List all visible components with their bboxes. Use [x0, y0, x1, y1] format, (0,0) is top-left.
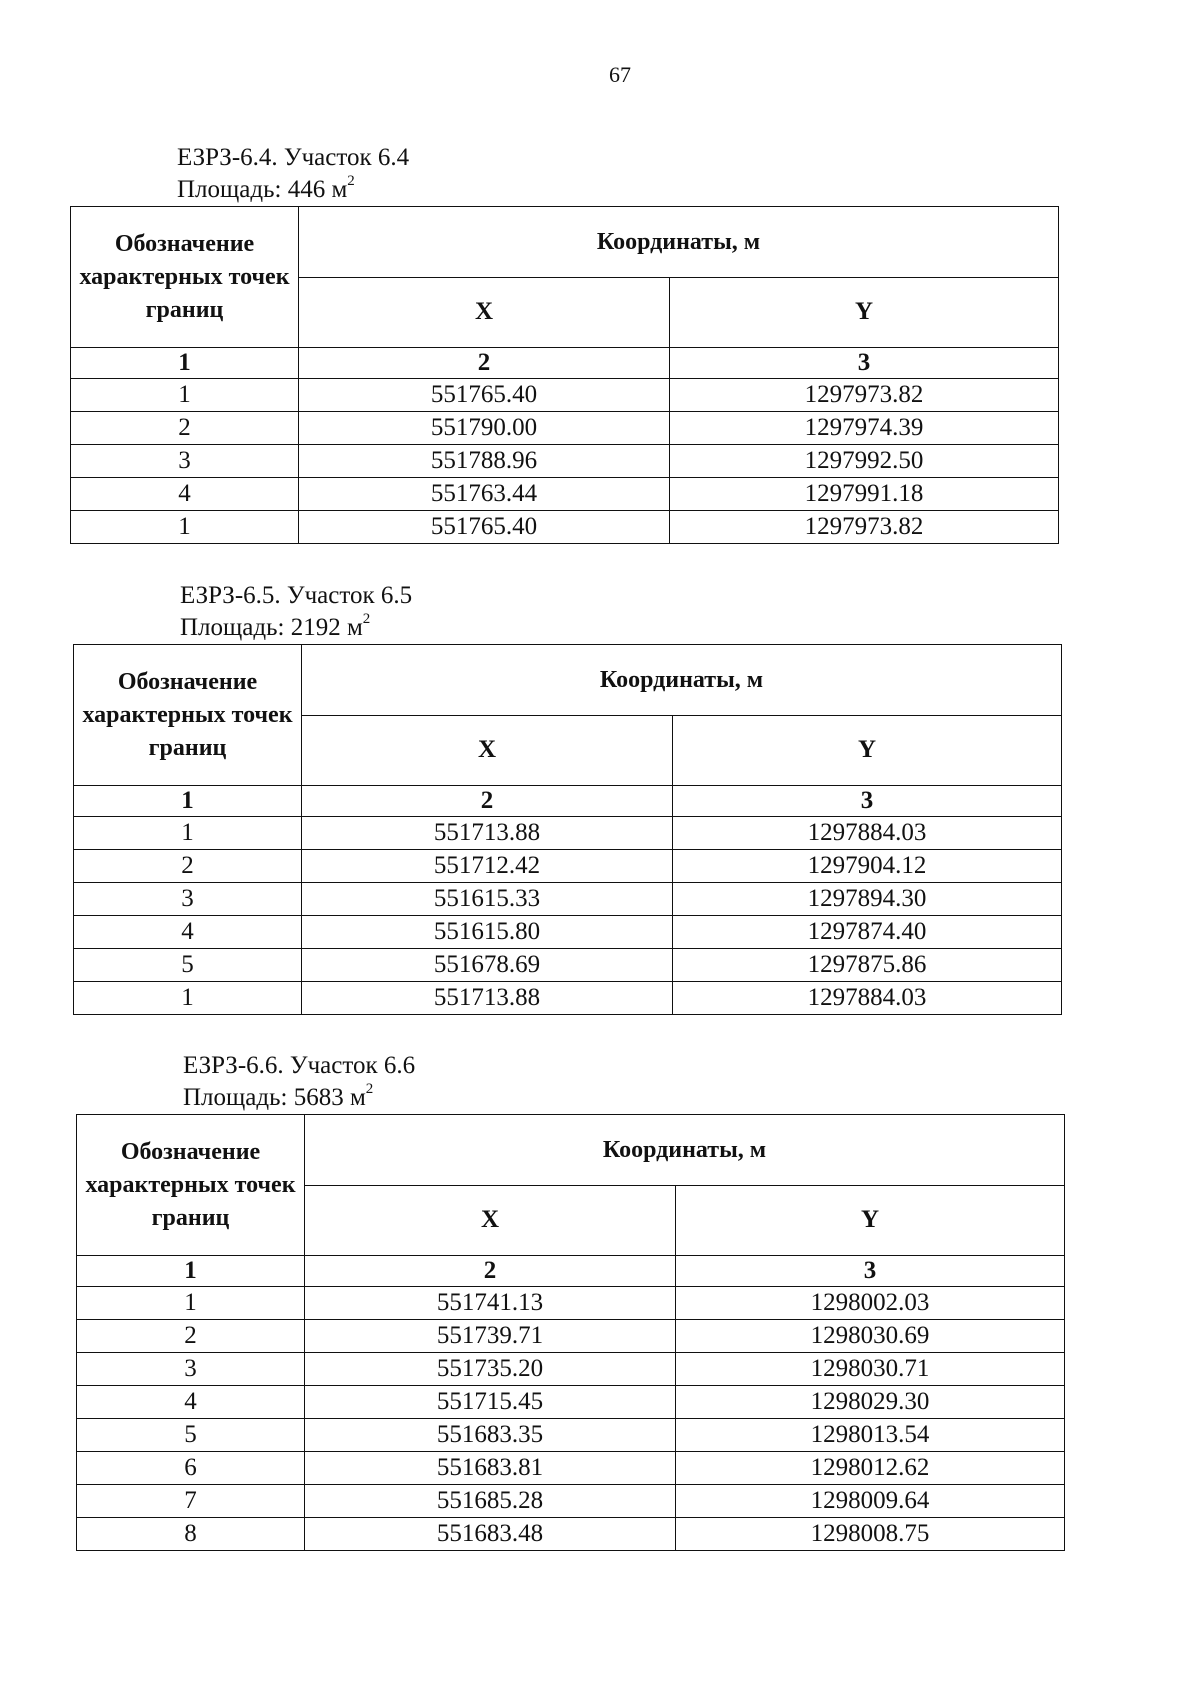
- cell-y: 1297992.50: [670, 445, 1059, 478]
- cell-y: 1298030.69: [676, 1320, 1065, 1353]
- cell-x: 551712.42: [302, 850, 673, 883]
- cell-point: 1: [74, 982, 302, 1015]
- cell-x: 551678.69: [302, 949, 673, 982]
- section-plot-6-4: [70, 142, 1059, 544]
- cell-y: 1297973.82: [670, 511, 1059, 544]
- cell-x: 551713.88: [302, 982, 673, 1015]
- cell-y: 1298012.62: [676, 1452, 1065, 1485]
- area-unit-superscript: 2: [362, 611, 371, 627]
- cell-y: 1297875.86: [673, 949, 1062, 982]
- cell-y: 1297904.12: [673, 850, 1062, 883]
- table-row: [77, 1518, 1065, 1551]
- column-number-2: 2: [299, 348, 670, 379]
- cell-point: 2: [74, 850, 302, 883]
- header-x: X: [299, 277, 670, 348]
- table-row: [74, 949, 1062, 982]
- cell-point: 6: [77, 1452, 305, 1485]
- table-row: [77, 1386, 1065, 1419]
- page-number: 67: [609, 62, 631, 87]
- cell-point: 4: [77, 1386, 305, 1419]
- table-row: [71, 379, 1059, 412]
- area-label: Площадь: 5683 м: [183, 1084, 366, 1111]
- cell-point: 4: [74, 916, 302, 949]
- cell-y: 1298009.64: [676, 1485, 1065, 1518]
- cell-point: 1: [74, 817, 302, 850]
- column-number-3: 3: [670, 348, 1059, 379]
- cell-point: 2: [77, 1320, 305, 1353]
- header-designation: Обозначение характерных точек границ: [74, 645, 302, 786]
- coordinates-table: [70, 206, 1059, 544]
- table-row: [77, 1452, 1065, 1485]
- header-coordinates: Координаты, м: [302, 645, 1062, 716]
- cell-point: 1: [71, 379, 299, 412]
- table-row: [74, 850, 1062, 883]
- section-title: ЕЗРЗ-6.5. Участок 6.5: [180, 582, 413, 609]
- cell-point: 8: [77, 1518, 305, 1551]
- header-coordinates: Координаты, м: [299, 207, 1059, 278]
- cell-y: 1298029.30: [676, 1386, 1065, 1419]
- cell-y: 1297884.03: [673, 817, 1062, 850]
- table-row: [71, 445, 1059, 478]
- table-row: [77, 1419, 1065, 1452]
- cell-point: 2: [71, 412, 299, 445]
- cell-y: 1297874.40: [673, 916, 1062, 949]
- cell-point: 1: [71, 511, 299, 544]
- cell-x: 551715.45: [305, 1386, 676, 1419]
- table-row: [77, 1287, 1065, 1320]
- section-plot-6-6: [76, 1050, 1065, 1551]
- cell-point: 1: [77, 1287, 305, 1320]
- cell-point: 3: [77, 1353, 305, 1386]
- cell-x: 551683.48: [305, 1518, 676, 1551]
- table-row: [71, 511, 1059, 544]
- table-row: [71, 412, 1059, 445]
- header-x: X: [305, 1185, 676, 1256]
- cell-point: 5: [77, 1419, 305, 1452]
- header-y: Y: [676, 1185, 1065, 1256]
- coordinates-table: [73, 644, 1062, 1015]
- cell-x: 551735.20: [305, 1353, 676, 1386]
- header-designation: Обозначение характерных точек границ: [77, 1115, 305, 1256]
- table-row: [77, 1320, 1065, 1353]
- cell-x: 551790.00: [299, 412, 670, 445]
- cell-y: 1297884.03: [673, 982, 1062, 1015]
- header-coordinates: Координаты, м: [305, 1115, 1065, 1186]
- section-area: [73, 612, 1062, 644]
- column-number-1: 1: [71, 348, 299, 379]
- header-x: X: [302, 715, 673, 786]
- section-title: ЕЗРЗ-6.6. Участок 6.6: [183, 1052, 416, 1079]
- area-unit-superscript: 2: [365, 1081, 374, 1097]
- cell-x: 551741.13: [305, 1287, 676, 1320]
- cell-x: 551683.81: [305, 1452, 676, 1485]
- cell-x: 551615.80: [302, 916, 673, 949]
- section-area: [70, 174, 1059, 206]
- column-number-3: 3: [676, 1256, 1065, 1287]
- coordinates-table: [76, 1114, 1065, 1551]
- table-row: [74, 883, 1062, 916]
- cell-point: 4: [71, 478, 299, 511]
- table-row: [77, 1485, 1065, 1518]
- cell-x: 551615.33: [302, 883, 673, 916]
- cell-x: 551765.40: [299, 379, 670, 412]
- header-y: Y: [673, 715, 1062, 786]
- cell-point: 3: [74, 883, 302, 916]
- column-number-1: 1: [77, 1256, 305, 1287]
- cell-x: 551763.44: [299, 478, 670, 511]
- area-label: Площадь: 2192 м: [180, 614, 363, 641]
- cell-y: 1297991.18: [670, 478, 1059, 511]
- cell-x: 551765.40: [299, 511, 670, 544]
- section-area: [76, 1082, 1065, 1114]
- cell-x: 551739.71: [305, 1320, 676, 1353]
- section-plot-6-5: [73, 580, 1062, 1015]
- cell-x: 551683.35: [305, 1419, 676, 1452]
- cell-point: 5: [74, 949, 302, 982]
- column-number-2: 2: [305, 1256, 676, 1287]
- cell-y: 1297974.39: [670, 412, 1059, 445]
- area-unit-superscript: 2: [347, 173, 355, 189]
- header-y: Y: [670, 277, 1059, 348]
- cell-y: 1297894.30: [673, 883, 1062, 916]
- table-row: [74, 916, 1062, 949]
- cell-point: 3: [71, 445, 299, 478]
- table-row: [71, 478, 1059, 511]
- table-row: [74, 817, 1062, 850]
- cell-x: 551713.88: [302, 817, 673, 850]
- cell-y: 1298030.71: [676, 1353, 1065, 1386]
- cell-x: 551788.96: [299, 445, 670, 478]
- area-label: Площадь: 446 м: [177, 176, 348, 203]
- column-number-3: 3: [673, 786, 1062, 817]
- table-row: [77, 1353, 1065, 1386]
- cell-point: 7: [77, 1485, 305, 1518]
- section-title: ЕЗРЗ-6.4. Участок 6.4: [177, 144, 410, 171]
- column-number-2: 2: [302, 786, 673, 817]
- cell-y: 1297973.82: [670, 379, 1059, 412]
- header-designation: Обозначение характерных точек границ: [71, 207, 299, 348]
- cell-y: 1298013.54: [676, 1419, 1065, 1452]
- cell-y: 1298008.75: [676, 1518, 1065, 1551]
- cell-y: 1298002.03: [676, 1287, 1065, 1320]
- column-number-1: 1: [74, 786, 302, 817]
- cell-x: 551685.28: [305, 1485, 676, 1518]
- table-row: [74, 982, 1062, 1015]
